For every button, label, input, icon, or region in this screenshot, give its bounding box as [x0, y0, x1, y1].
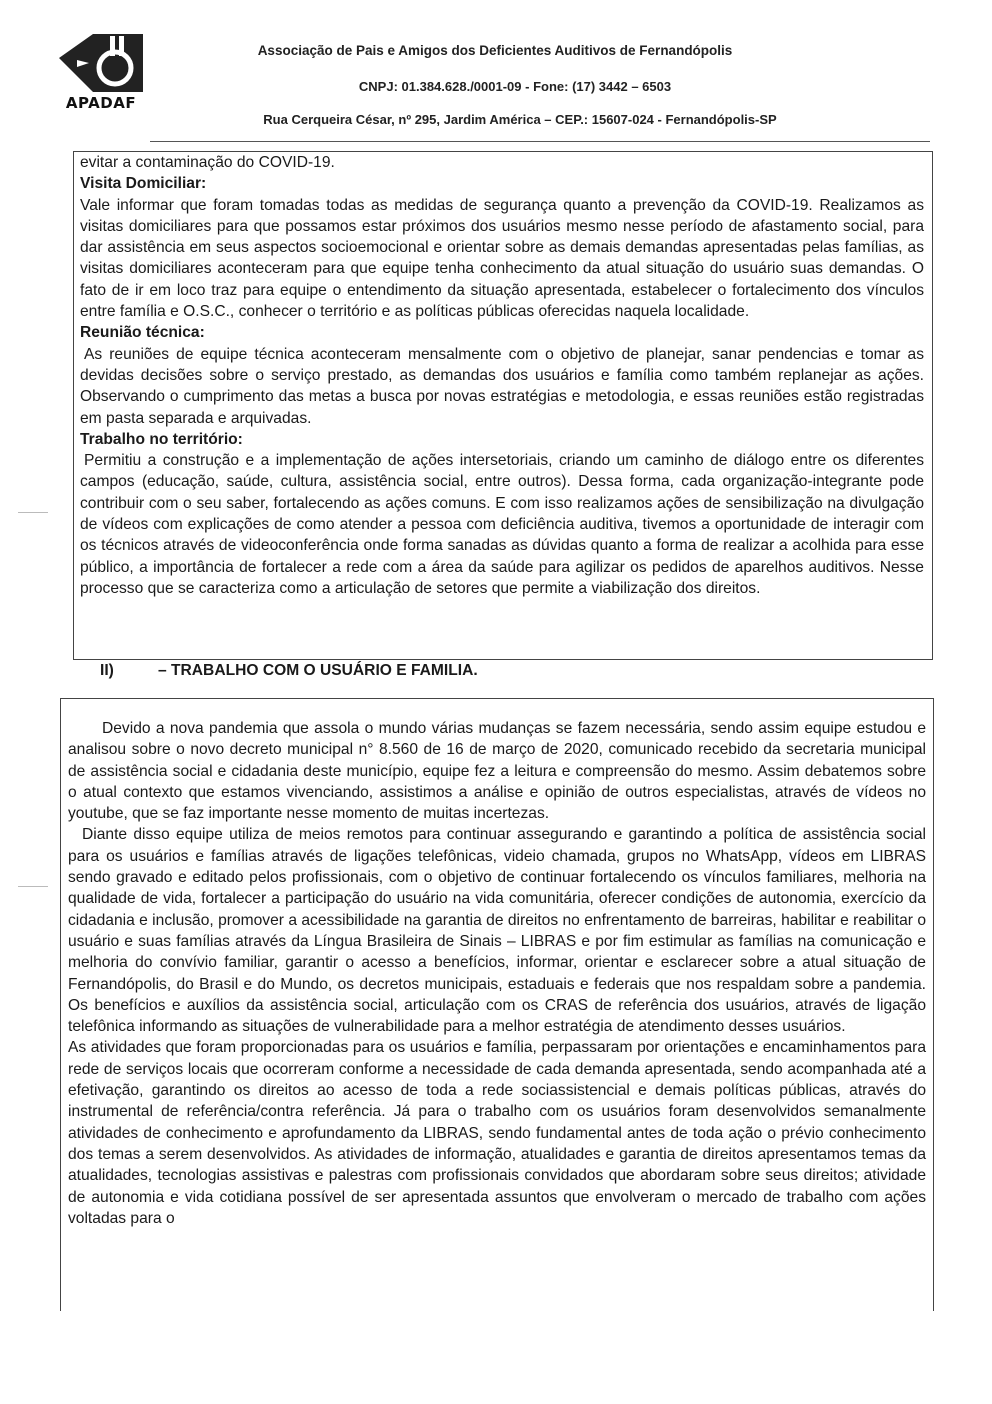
- logo-text: APADAF: [65, 94, 137, 112]
- paragraph-3: As atividades que foram proporcionadas para os usuários e família, perpassaram por orientações e encaminhamentos para rede de serviços locais que ocorreram conforme a necessidade de cada demanda apresentada, sendo acompanhada até a efetivação, garantindo os direitos ao acesso de toda a rede sociassistencial e demais políticas públicas, através do instrumental de referência/contra referência. Já para o trabalho com os usuários foram desenvolvidos semanalmente atividades de conhecimento e aprofundamento da LIBRAS, sendo fundamental antes de toda ação o prévio conhecimento dos temas a serem desenvolvidos. As atividades de informação, atualidades e garantia de direitos apresentamos temas da atualidades, tecnologias assistivas e palestras com profissionais convidados que abordaram sobre seus direitos; atividade de autonomia e vida cotidiana possível de ser apresentada assuntos que envolveram o mercado de trabalho com ações voltadas para o: [68, 1039, 926, 1227]
- section-2-title: – TRABALHO COM O USUÁRIO E FAMILIA.: [158, 662, 478, 679]
- intro-text: evitar a contaminação do COVID-19.: [80, 154, 335, 171]
- org-name: Associação de Pais e Amigos dos Deficientes Auditivos de Fernandópolis: [257, 43, 733, 58]
- reuniao-text: As reuniões de equipe técnica aconteceram mensalmente com o objetivo de planejar, sanar pendencias e tomar as devidas decisões sobre o serviço prestado, as demandas dos usuários e família como também replanejar as ações. Observando o cumprimento das metas a busca por novas estratégias e metodologia, e essas reuniões estão registradas em pasta separada e arquivadas.: [80, 345, 924, 427]
- cnpj-line: CNPJ: 01.384.628./0001-09 - Fone: (17) 3442 – 6503: [358, 79, 672, 94]
- visita-title: Visita Domiciliar:: [80, 175, 207, 193]
- header-divider: [150, 141, 930, 142]
- scan-mark: [18, 512, 48, 513]
- paragraph-2: Diante disso equipe utiliza de meios remotos para continuar assegurando e garantindo a política de assistência social para os usuários e famílias através de ligações telefônicas, videio chamada, grupos no WhatsApp, vídeos em LIBRAS sendo gravado e editado pelos profissionais, com o objetivo de continuar fortalecendo os vínculos familiares, melhoria na qualidade de vida, fortalecer a participação do usuário na vida comunitária, oferecer condições de autonomia, exercício da cidadania e inclusão, promover a acessibilidade na garantia de direitos no enfrentamento de barreiras, habilitar e reabilitar o usuário e suas famílias através da Língua Brasileira de Sinais – LIBRAS e por fim estimular as famílias na comunicação e melhoria do convívio familiar, garantir o acesso a benefícios, informar, orientar e esclarecer sobre a atual situação de Fernandópolis, do Brasil e do Mundo, os decretos municipais, estaduais e federais que nos respaldam sobre a pandemia. Os benefícios e auxílios da assistência social, articulação com os CRAS de referência dos usuários, através de ligação telefônica informando as situações de vulnerabilidade para a melhor estratégia de atendimento desses usuários.: [68, 826, 926, 1036]
- reuniao-title: Reunião técnica:: [80, 324, 205, 342]
- section-2-number: II): [100, 662, 114, 679]
- section-2-heading: [100, 662, 478, 680]
- scan-mark: [18, 886, 48, 887]
- visita-text: Vale informar que foram tomadas todas as medidas de segurança quanto a prevenção da COVID-19. Realizamos as visitas domiciliares para que possamos estar próximos dos usuários mesmo nesse período de afastamento social, para dar assistência em seus aspectos socioemocional e orientar sobre as demais demandas apresentadas pelas famílias, as visitas domiciliares aconteceram para que equipe tenha conhecimento da atual situação do usuário suas demandas. O fato de ir em loco traz para equipe o entendimento da situação apresentada, estabelecer o fortalecimento dos vínculos entre família e O.S.C., conhecer o território e as políticas públicas oferecidas naquela localidade.: [80, 196, 924, 321]
- paragraph-1: Devido a nova pandemia que assola o mundo várias mudanças se fazem necessária, sendo assim equipe estudou e analisou sobre o novo decreto municipal n° 8.560 de 16 de março de 2020, comunicado recebido da secretaria municipal de assistência social e cidadania deste município, equipe fez a leitura e compreensão do mesmo. Assim debatemos sobre o atual contexto que estamos vivenciando, assistimos a análise e opinião de outros especialistas, através de vídeos no youtube, que se faz importante nesse momento de muitas incertezas.: [68, 720, 926, 823]
- territorio-title: Trabalho no território:: [80, 430, 243, 448]
- box-2-content: [68, 718, 926, 1229]
- ear-icon: [55, 30, 147, 96]
- territorio-text: Permitiu a construção e a implementação de ações intersetoriais, criando um caminho de diálogo entre os diferentes campos (educação, saúde, cultura, assistência social, entre outros). Dessa forma, cada organização-integrante pode contribuir com o seu saber, fortalecendo as ações comuns. E com isso realizamos ações de sensibilização na divulgação de vídeos com explicações de como atender a pessoa com deficiência auditiva, tivemos a oportunidade de interagir com os técnicos através de videoconferência onde forma sanadas as dúvidas quanto a forma de realizar a acolhida para esse público, a importância de fortalecer a rede com a área da saúde para agilizar os pedidos de aparelhos auditivos. Nesse processo que se caracteriza como a articulação de setores que permite a viabilização dos direitos.: [80, 452, 924, 597]
- box-1-content: [80, 152, 924, 599]
- address-line: Rua Cerqueira César, nº 295, Jardim América – CEP.: 15607-024 - Fernandópolis-SP: [263, 112, 777, 127]
